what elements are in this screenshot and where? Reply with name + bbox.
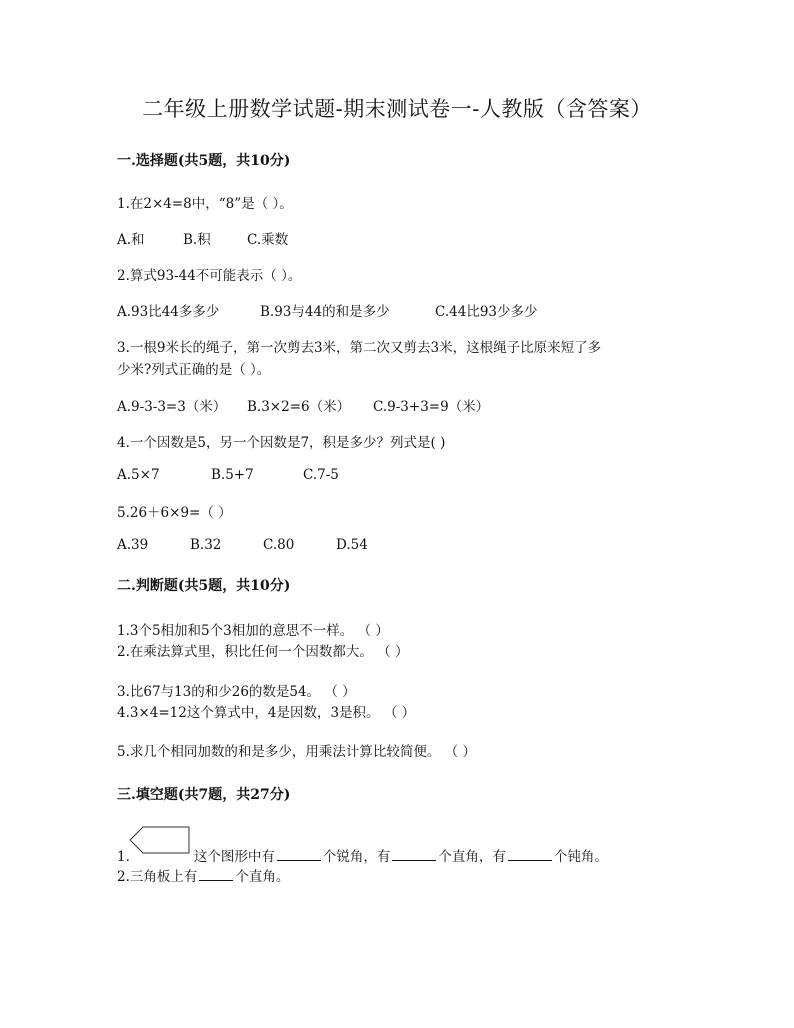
option-b: B.5+7: [211, 467, 254, 483]
option-c: C.7-5: [303, 467, 339, 483]
option-c: C.44比93少多少: [435, 304, 538, 320]
judgement-item-1: 1.3个5相加和5个3相加的意思不一样。 （ ）: [117, 623, 389, 639]
option-d: D.54: [336, 537, 368, 553]
judgement-item-3: 3.比67与13的和少26的数是54。 （ ）: [117, 684, 356, 700]
answer-blank-obtuse[interactable]: [508, 846, 552, 861]
answer-blank-right[interactable]: [392, 846, 436, 861]
section-heading-choice: 一.选择题(共5题，共10分): [117, 153, 291, 169]
question-1-5-options: [117, 537, 368, 553]
question-1-3-line2: 少米?列式正确的是（ ）。: [117, 362, 271, 378]
option-b: B.93与44的和是多少: [260, 304, 390, 320]
option-c: C.乘数: [247, 232, 289, 248]
question-number: 1.: [117, 849, 130, 865]
question-1-3-line1: 3.一根9米长的绳子，第一次剪去3米，第二次又剪去3米，这根绳子比原来短了多: [117, 340, 602, 356]
fill-text-1: 2.三角板上有: [117, 869, 198, 885]
judgement-item-5: 5.求几个相同加数的和是多少，用乘法计算比较简便。 （ ）: [117, 744, 476, 760]
question-1-2-options: [117, 300, 538, 320]
option-b: B.积: [183, 232, 211, 248]
option-c: C.80: [263, 537, 295, 553]
question-1-3-options: [117, 395, 489, 415]
option-a: A.39: [117, 537, 149, 553]
option-b: B.32: [190, 537, 222, 553]
question-1-1: 1.在2×4=8中，“8”是（ ）。: [117, 196, 293, 212]
question-1-4-options: [117, 467, 339, 483]
option-a: A.9-3-3=3（米）: [117, 399, 227, 415]
option-a: A.93比44多多少: [117, 304, 220, 320]
question-1-4: 4.一个因数是5，另一个因数是7，积是多少？列式是( ): [117, 435, 446, 451]
option-b: B.3×2=6（米）: [247, 399, 351, 415]
fill-question-2: [117, 865, 289, 885]
section-heading-fill: 三.填空题(共7题，共27分): [117, 787, 291, 803]
answer-blank-right-angles[interactable]: [199, 866, 233, 881]
option-a: A.5×7: [117, 467, 160, 483]
fill-text-3: 个直角，有: [438, 849, 506, 865]
fill-text-1: 这个图形中有: [193, 849, 275, 865]
fill-text-4: 个钝角。: [553, 849, 608, 865]
judgement-item-4: 4.3×4=12这个算式中，4是因数，3是积。 （ ）: [117, 705, 416, 721]
option-c: C.9-3+3=9（米）: [373, 399, 490, 415]
question-1-1-options: [117, 228, 288, 248]
page-title: 二年级上册数学试题-期末测试卷一-人教版（含答案）: [142, 97, 652, 121]
fill-text-2: 个锐角，有: [322, 849, 391, 865]
question-1-2: 2.算式93-44不可能表示（ ）。: [117, 268, 302, 284]
fill-question-1: [117, 845, 608, 865]
option-a: A.和: [117, 232, 145, 248]
judgement-item-2: 2.在乘法算式里，积比任何一个因数都大。 （ ）: [117, 644, 409, 660]
question-1-5: 5.26＋6×9=（ ）: [117, 505, 232, 521]
section-heading-judgement: 二.判断题(共5题，共10分): [117, 578, 291, 594]
answer-blank-acute[interactable]: [277, 846, 321, 861]
fill-text-2: 个直角。: [235, 869, 290, 885]
